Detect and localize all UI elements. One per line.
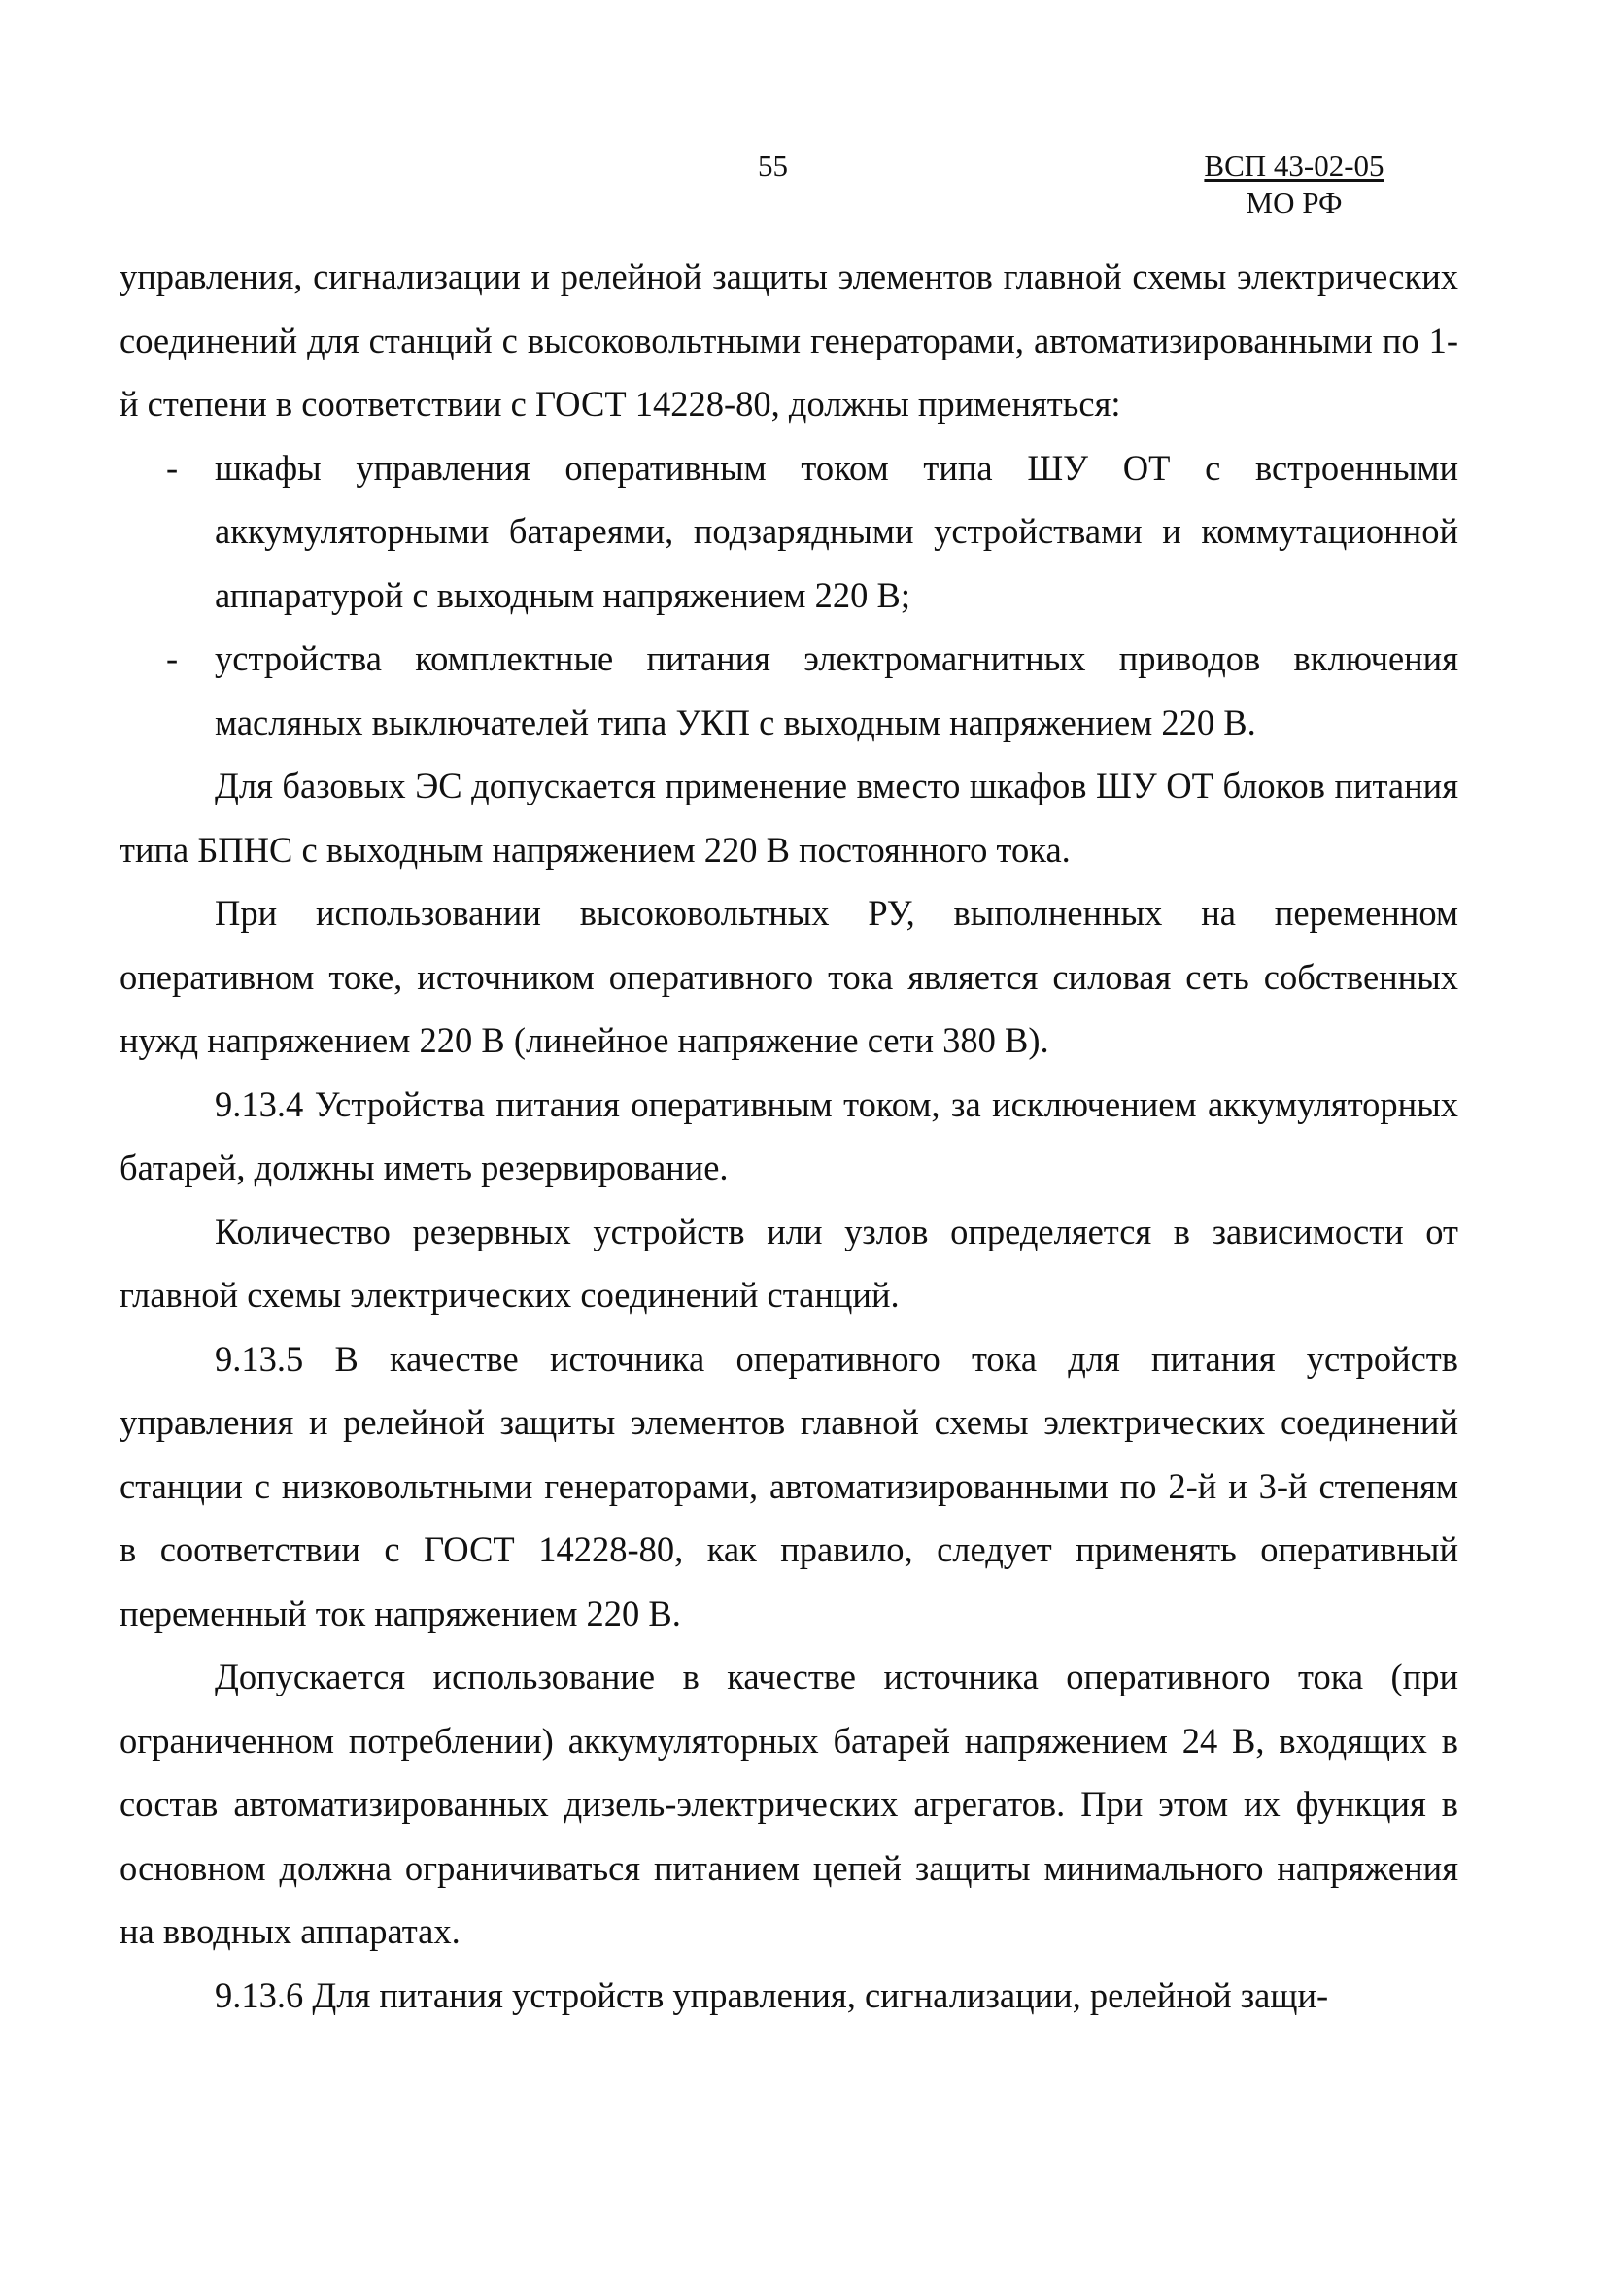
organization-code: МО РФ (1246, 186, 1343, 220)
list-item-text: устройства комплектные питания электромагнитных приводов включения масляных выключателей типа УКП с выходным напряжением 220 В. (215, 638, 1458, 742)
list-item-text: шкафы управления оперативным током типа ШУ ОТ с встроенными аккумуляторными батареями, подзарядными устройствами и коммутационной аппаратурой с выходным напряжением 220 В; (215, 447, 1458, 615)
paragraph: Количество резервных устройств или узлов определяется в зависимости от главной схемы электрических соединений станций. (120, 1211, 1458, 1315)
clause-9-13-5: 9.13.5 В качестве источника оперативного тока для питания устройств управления и релейной защиты элементов главной схемы электрических соединений станции с низковольтными генераторами, автоматизированными по 2-й и 3-й степеням в соответствии с ГОСТ 14228-80, как правило, следует применять оперативный переменный ток напряжением 220 В. (120, 1338, 1458, 1633)
page-number: 55 (758, 149, 788, 183)
list-item (120, 627, 1458, 754)
paragraph: При использовании высоковольтных РУ, выполненных на переменном оперативном токе, источником оперативного тока является силовая сеть собственных нужд напряжением 220 В (линейное напряжение сети 380 В). (120, 893, 1458, 1060)
list-item (120, 436, 1458, 628)
paragraph: Для базовых ЭС допускается применение вместо шкафов ШУ ОТ блоков питания типа БПНС с выходным напряжением 220 В постоянного тока. (120, 766, 1458, 870)
document-code: ВСП 43-02-05 (1204, 149, 1384, 183)
document-code-block (1197, 148, 1391, 222)
paragraph: Допускается использование в качестве источника оперативного тока (при ограниченном потреблении) аккумуляторных батарей напряжением 24 В, входящих в состав автоматизированных дизель-электрических агрегатов. При этом их функция в основном должна ограничиваться питанием цепей защиты минимального напряжения на вводных аппаратах. (120, 1657, 1458, 1951)
clause-9-13-4: 9.13.4 Устройства питания оперативным током, за исключением аккумуляторных батарей, должны иметь резервирование. (120, 1083, 1458, 1187)
dash-bullet: - (166, 447, 179, 488)
body-text (120, 245, 1458, 2027)
paragraph-continuation: управления, сигнализации и релейной защиты элементов главной схемы электрических соединений для станций с высоковольтными генераторами, автоматизированными по 1-й степени в соответствии с ГОСТ 14228-80, должны применяться: (120, 257, 1458, 424)
clause-9-13-6: 9.13.6 Для питания устройств управления, сигнализации, релейной защи- (215, 1974, 1329, 2015)
dash-bullet: - (166, 638, 179, 678)
